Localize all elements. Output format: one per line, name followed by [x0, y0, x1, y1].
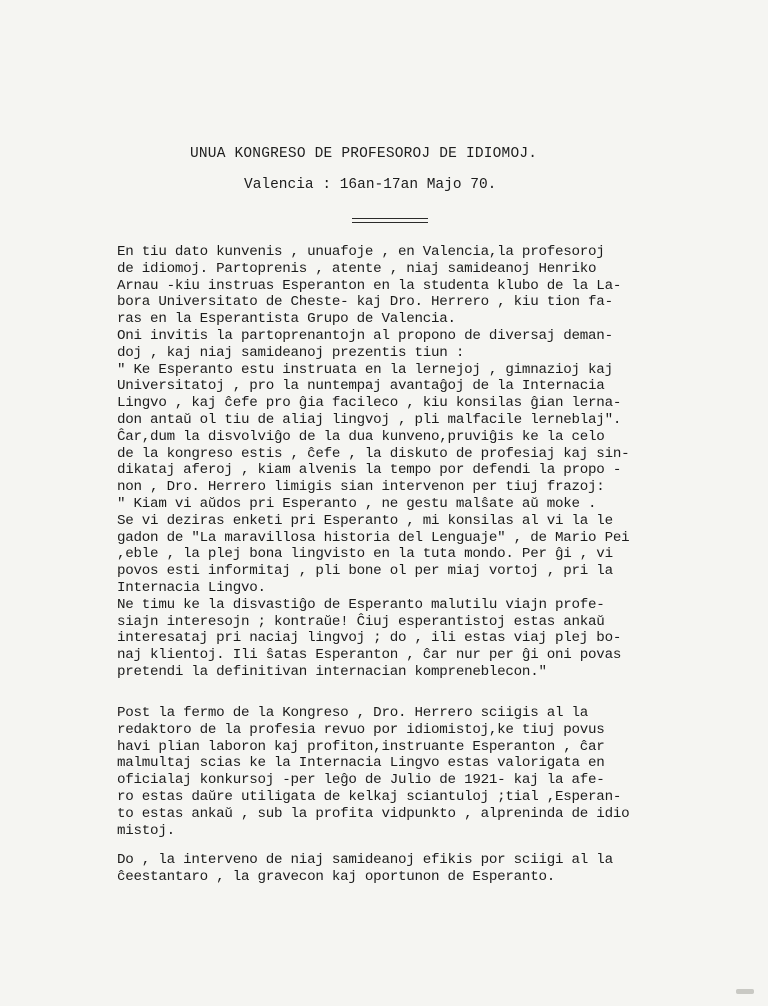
- text-line: " Kiam vi aŭdos pri Esperanto , ne gestu malŝate aŭ moke .: [117, 495, 597, 512]
- text-line: Ĉar,dum la disvolviĝo de la dua kunveno,pruviĝis ke la celo: [117, 428, 605, 445]
- text-line: ,eble , la plej bona lingvisto en la tuta mondo. Per ĝi , vi: [117, 546, 613, 563]
- text-line: En tiu dato kunvenis , unuafoje , en Valencia,la profesoroj: [117, 244, 605, 260]
- text-line: siajn interesojn ; kontraŭe! Ĉiuj esperantistoj estas ankaŭ: [117, 613, 605, 630]
- text-line: Oni invitis la partoprenantojn al propono de diversaj deman-: [117, 327, 613, 344]
- text-line: Universitatoj , pro la nuntempaj avantaĝoj de la Internacia: [117, 378, 605, 395]
- text-line: ro estas daŭre utiligata de kelkaj sciantuloj ;tial ,Esperan-: [117, 788, 622, 805]
- text-line: Post la fermo de la Kongreso , Dro. Herrero sciigis al la: [117, 705, 589, 721]
- text-line: povos esti informitaj , pli bone ol per miaj vortoj , pri la: [117, 563, 613, 580]
- paragraph-congress-report: [117, 244, 717, 681]
- text-line: naj klientoj. Ili ŝatas Esperanton , ĉar nur per ĝi oni povas: [117, 647, 622, 664]
- text-line: redaktoro de la profesia revuo por idiomistoj,ke tiuj povus: [117, 721, 605, 738]
- paragraph-after-congress: [117, 705, 717, 839]
- text-line: ĉeestantaro , la gravecon kaj oportunon de Esperanto.: [117, 868, 555, 885]
- text-line: to estas ankaŭ , sub la profita vidpunkto , alpreninda de idio: [117, 805, 630, 822]
- paper-speck: [736, 989, 754, 994]
- paragraph-conclusion: [117, 852, 717, 886]
- document-title: UNUA KONGRESO DE PROFESOROJ DE IDIOMOJ.: [190, 146, 538, 162]
- text-line: bora Universitato de Cheste- kaj Dro. Herrero , kiu tion fa-: [117, 294, 613, 311]
- text-line: interesataj pri naciaj lingvoj ; do , ili estas viaj plej bo-: [117, 630, 622, 647]
- document-subtitle: Valencia : 16an-17an Majo 70.: [244, 177, 497, 193]
- title-divider-lower: [352, 222, 428, 223]
- text-line: don antaŭ ol tiu de aliaj lingvoj , pli malfacile lerneblaj".: [117, 411, 622, 428]
- text-line: dikataj aferoj , kiam alvenis la tempo por defendi la propo -: [117, 462, 622, 479]
- text-line: Do , la interveno de niaj samideanoj efikis por sciigi al la: [117, 852, 613, 868]
- text-line: Se vi deziras enketi pri Esperanto , mi konsilas al vi la le: [117, 512, 613, 529]
- text-line: Internacia Lingvo.: [117, 579, 266, 596]
- text-line: Arnau -kiu instruas Esperanton en la studenta klubo de la La-: [117, 277, 622, 294]
- title-divider-upper: [352, 218, 428, 219]
- text-line: Lingvo , kaj ĉefe pro ĝia facileco , kiu konsilas ĝian lerna-: [117, 395, 622, 412]
- text-line: doj , kaj niaj samideanoj prezentis tiun :: [117, 344, 465, 361]
- text-line: pretendi la definitivan internacian kompreneblecon.": [117, 663, 547, 680]
- text-line: malmultaj scias ke la Internacia Lingvo estas valorigata en: [117, 755, 605, 772]
- text-line: ras en la Esperantista Grupo de Valencia.: [117, 311, 456, 328]
- text-line: " Ke Esperanto estu instruata en la lernejoj , gimnazioj kaj: [117, 361, 613, 378]
- text-line: gadon de "La maravillosa historia del Lenguaje" , de Mario Pei: [117, 529, 630, 546]
- text-line: Ne timu ke la disvastiĝo de Esperanto malutilu viajn profe-: [117, 596, 605, 613]
- text-line: oficialaj konkursoj -per leĝo de Julio de 1921- kaj la afe-: [117, 772, 605, 789]
- text-line: non , Dro. Herrero limigis sian intervenon per tiuj frazoj:: [117, 479, 605, 496]
- text-line: havi plian laboron kaj profiton,instruante Esperanton , ĉar: [117, 738, 605, 755]
- text-line: mistoj.: [117, 822, 175, 839]
- text-line: de idiomoj. Partoprenis , atente , niaj samideanoj Henriko: [117, 260, 597, 277]
- text-line: de la kongreso estis , ĉefe , la diskuto de profesiaj kaj sin-: [117, 445, 630, 462]
